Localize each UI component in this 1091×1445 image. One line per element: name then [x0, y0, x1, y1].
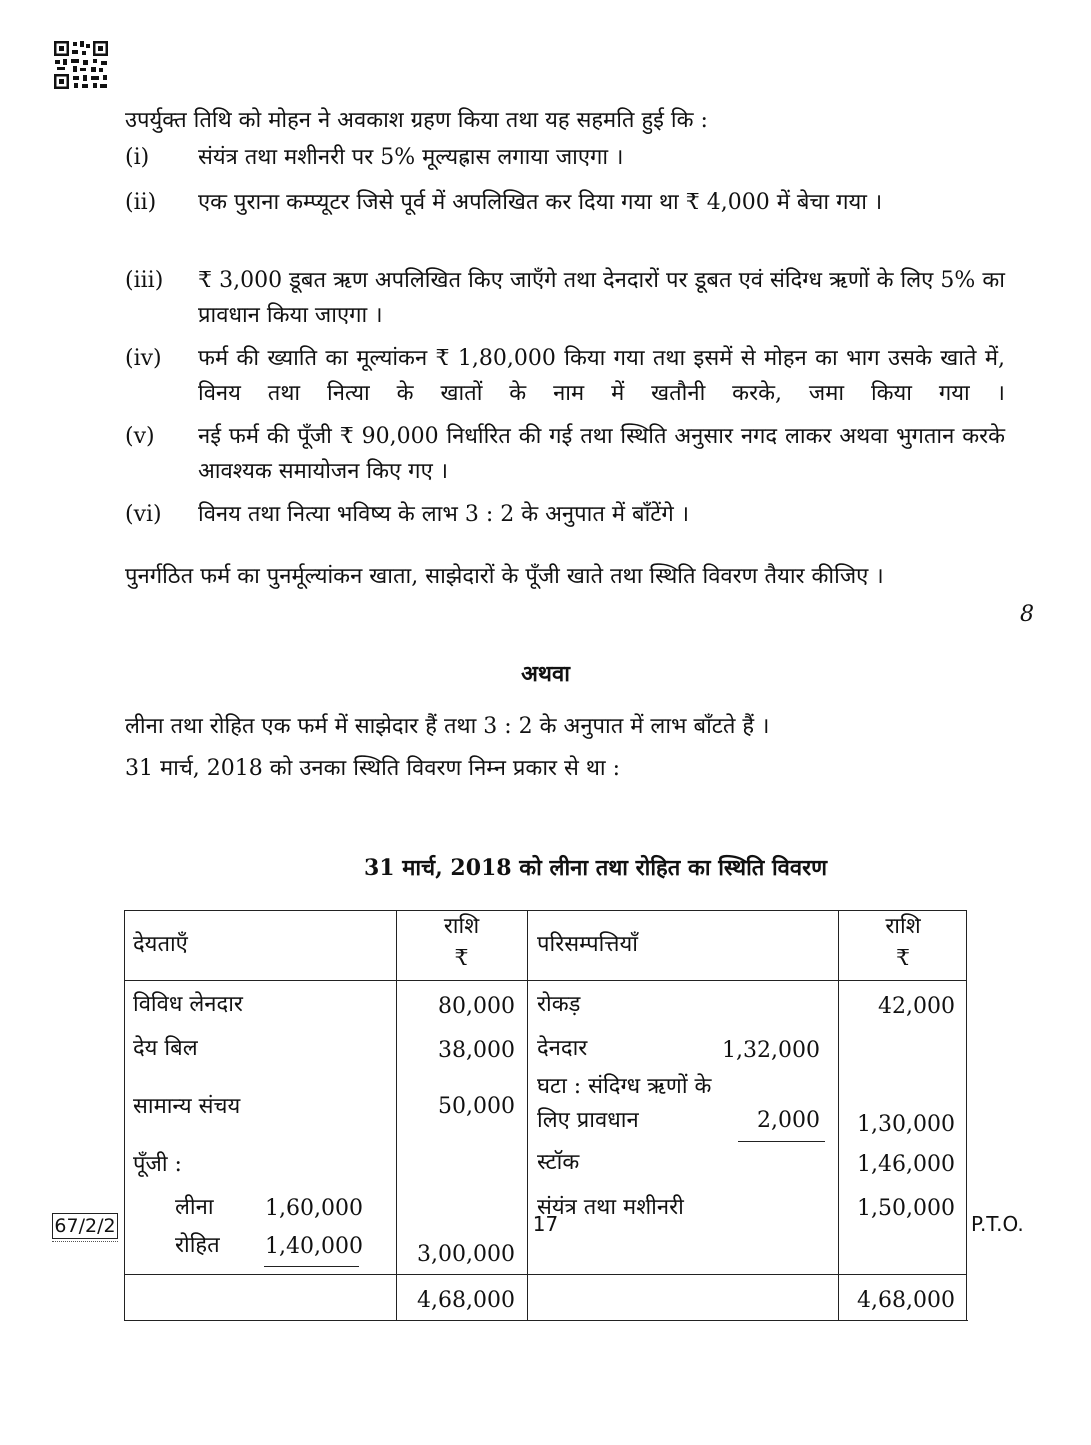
asset-label: संयंत्र तथा मशीनरी — [537, 1195, 684, 1220]
head-liabilities: देयताएँ — [133, 932, 188, 957]
item-number: (v) — [125, 424, 155, 449]
total-assets: 4,68,000 — [857, 1288, 955, 1313]
item-number: (i) — [125, 145, 150, 170]
item-text: नई फर्म की पूँजी ₹ 90,000 निर्धारित की गई तथा स्थिति अनुसार नगद लाकर अथवा भुगतान करके आवश्यक समायोजन किए गए । — [198, 424, 1005, 484]
provision-label: घटा : संदिग्ध ऋणों के — [537, 1074, 712, 1099]
marks: 8 — [1020, 602, 1034, 627]
asset-label: स्टॉक — [537, 1150, 580, 1175]
partner-label: लीना — [175, 1195, 214, 1220]
liability-amount: 80,000 — [438, 994, 515, 1019]
or-question-line: लीना तथा रोहित एक फर्म में साझेदार हैं तथा 3 : 2 के अनुपात में लाभ बाँटते हैं । — [125, 714, 770, 739]
subtotal-underline — [264, 1266, 359, 1267]
item-number: (iv) — [125, 346, 162, 371]
instruction-text: पुनर्गठित फर्म का पुनर्मूल्यांकन खाता, साझेदारों के पूँजी खाते तथा स्थिति विवरण तैयार कीजिए । — [125, 564, 884, 589]
code-microtext-line — [52, 1241, 118, 1245]
capital-label: पूँजी : — [133, 1152, 182, 1177]
head-amount-symbol: ₹ — [896, 946, 910, 971]
list-item — [125, 341, 1005, 411]
head-amount: राशि — [885, 914, 921, 939]
partner-label: रोहित — [175, 1233, 220, 1258]
list-item — [125, 497, 1005, 532]
item-text: एक पुराना कम्प्यूटर जिसे पूर्व में अपलिखित कर दिया गया था ₹ 4,000 में बेचा गया । — [198, 190, 883, 215]
partner-capital: 1,60,000 — [265, 1196, 363, 1221]
head-amount-symbol: ₹ — [454, 946, 469, 971]
header-divider — [125, 980, 966, 981]
provision-label: लिए प्रावधान — [537, 1108, 639, 1133]
liability-label: सामान्य संचय — [133, 1094, 241, 1119]
balance-sheet-table — [124, 910, 967, 1321]
total-double-underline — [396, 1320, 527, 1321]
item-text: फर्म की ख्याति का मूल्यांकन ₹ 1,80,000 किया गया तथा इसमें से मोहन का भाग उसके खाते में, विनय तथा नित्या के खातों के नाम में खतौनी करके, जमा किया गया । — [198, 346, 1005, 406]
head-assets: परिसम्पत्तियाँ — [537, 932, 638, 957]
item-text: विनय तथा नित्या भविष्य के लाभ 3 : 2 के अनुपात में बाँटेंगे । — [198, 502, 690, 527]
pto-label: P.T.O. — [971, 1212, 1024, 1236]
item-number: (ii) — [125, 190, 157, 215]
asset-amount: 1,50,000 — [857, 1196, 955, 1221]
liability-label: देय बिल — [133, 1036, 198, 1061]
asset-amount: 1,46,000 — [857, 1152, 955, 1177]
head-amount: राशि — [443, 914, 480, 939]
partner-capital: 1,40,000 — [265, 1234, 363, 1259]
asset-label: रोकड़ — [537, 992, 581, 1017]
capital-total: 3,00,000 — [417, 1242, 515, 1267]
net-debtors: 1,30,000 — [857, 1112, 955, 1137]
balance-sheet-title: 31 मार्च, 2018 को लीना तथा रोहित का स्थिति विवरण — [363, 855, 828, 881]
debtors-amount: 1,32,000 — [722, 1038, 820, 1063]
liability-amount: 38,000 — [438, 1038, 515, 1063]
total-divider — [125, 1274, 966, 1275]
list-item — [125, 419, 1005, 489]
item-text: संयंत्र तथा मशीनरी पर 5% मूल्यह्रास लगाया जाएगा । — [198, 145, 624, 170]
item-text: ₹ 3,000 डूबत ऋण अपलिखित किए जाएँगे तथा देनदारों पर डूबत एवं संदिग्ध ऋणों के लिए 5% का प्रावधान किया जाएगा । — [198, 268, 1005, 328]
question-paper-code: 67/2/2 — [52, 1213, 118, 1239]
liability-amount: 50,000 — [438, 1094, 515, 1119]
list-item — [125, 185, 1005, 220]
total-liabilities: 4,68,000 — [417, 1288, 515, 1313]
list-item — [125, 263, 1005, 333]
item-number: (vi) — [125, 502, 162, 527]
item-number: (iii) — [125, 268, 164, 293]
liability-label: विविध लेनदार — [133, 992, 243, 1017]
column-divider — [527, 911, 528, 1320]
page-number: 17 — [532, 1212, 559, 1236]
subtotal-underline — [738, 1141, 825, 1142]
asset-amount: 42,000 — [878, 994, 955, 1019]
or-heading: अथवा — [521, 661, 570, 687]
total-double-underline — [838, 1320, 968, 1321]
or-question-line: 31 मार्च, 2018 को उनका स्थिति विवरण निम्न प्रकार से था : — [125, 756, 621, 781]
qr-code — [53, 40, 109, 90]
asset-label: देनदार — [537, 1036, 588, 1061]
provision-amount: 2,000 — [757, 1108, 820, 1133]
intro-text: उपर्युक्त तिथि को मोहन ने अवकाश ग्रहण किया तथा यह सहमति हुई कि : — [125, 108, 708, 133]
list-item — [125, 140, 1005, 175]
